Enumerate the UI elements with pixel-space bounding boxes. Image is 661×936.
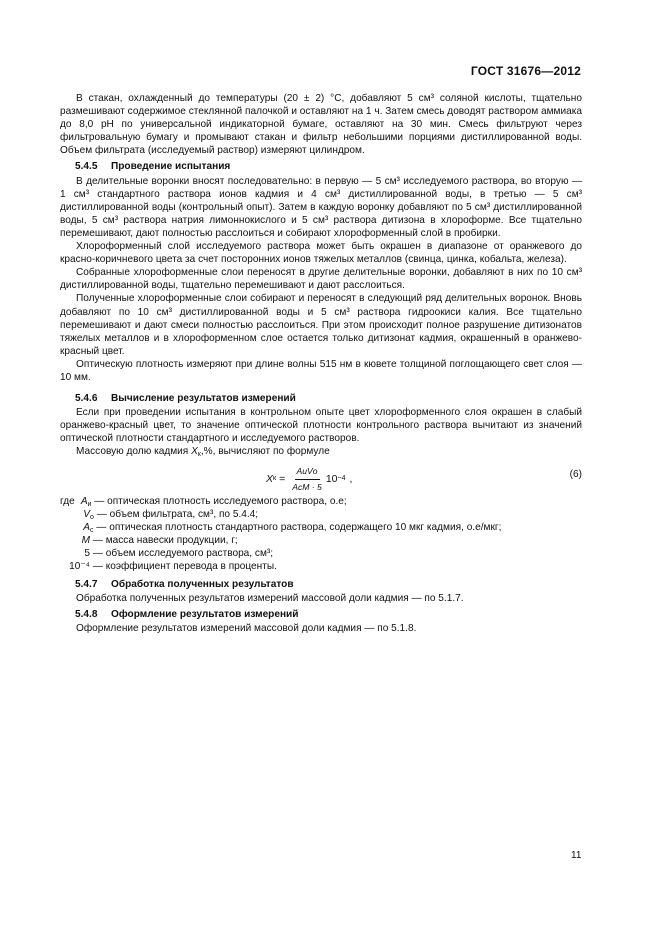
definition-symbol: 5 [84, 547, 90, 559]
intro-paragraph: В стакан, охлажденный до температуры (20 ± 2) °С, добавляют 5 см³ соляной кислоты, тщательно размешивают содержимое стеклянной палочкой и оставляют на 1 ч. Затем смесь доводят раствором аммиака до 8,0 pH по универсальной индикаторной бумаге, оставляют на 30 мин. Смесь фильтруют через фильтровальную бумагу и промывают стакан и фильтр небольшими порциями дистиллированной воды. Объем фильтрата (исследуемый раствор) измеряют цилиндром. [60, 93, 582, 157]
definition-text: — оптическая плотность стандартного раствора, содержащего 10 мкг кадмия, о.е/мкг; [93, 521, 502, 533]
section-number: 5.4.7 [75, 579, 98, 591]
section-title: Обработка полученных результатов [111, 579, 294, 591]
section-5-4-7-heading [75, 578, 582, 591]
definition-symbol: V [83, 508, 90, 520]
definition-symbol-subscript: и [87, 500, 92, 508]
formula-fraction [292, 465, 322, 494]
section-title: Оформление результатов измерений [111, 609, 299, 621]
definition-item [60, 560, 582, 573]
definition-text: — масса навески продукции, г; [90, 534, 238, 546]
definition-item [60, 521, 582, 534]
formula-lhs: X [266, 472, 274, 485]
definition-symbol: A [80, 495, 88, 507]
symbol-definitions [60, 495, 582, 574]
section-5-4-6-heading [75, 392, 582, 405]
definition-text: — коэффициент перевода в проценты. [90, 561, 277, 572]
fraction-numerator: AиVо [295, 465, 320, 480]
definition-symbol-subscript: о [90, 513, 94, 521]
section-number: 5.4.6 [75, 393, 98, 405]
text-fragment: ,%, вычисляют по формуле [200, 446, 330, 458]
section-5-4-8-heading [75, 608, 582, 621]
definition-symbol: 10⁻⁴ [69, 561, 90, 572]
document-body [60, 92, 582, 635]
definition-text: — объем исследуемого раствора, см³; [90, 547, 274, 559]
symbol-x: X [191, 446, 198, 458]
symbol-subscript: к [197, 451, 201, 459]
definition-text: — объем фильтрата, см³, по 5.4.4; [93, 508, 259, 520]
definition-item [60, 508, 582, 521]
page-number: 11 [571, 850, 582, 861]
section-number: 5.4.8 [75, 609, 98, 621]
document-header: ГОСТ 31676—2012 [470, 64, 581, 78]
formula-comma: , [349, 472, 353, 485]
s545-paragraph-4: Полученные хлороформенные слои собирают и переносят в следующий ряд делительных воронок. Вновь добавляют по 10 см³ дистиллированной воды и 5 см³ раствора гидроокиси калия. Все тщательно перемешивают и дают смеси полностью расслоиться. При этом происходит полное разрушение дитизонатов тяжелых металлов и в хлороформенном слое остается только дитизонат кадмия, окрашенный в оранжево-красный цвет. [60, 293, 582, 357]
section-title: Проведение испытания [111, 161, 231, 173]
definition-symbol-subscript: с [90, 526, 94, 534]
section-number: 5.4.5 [75, 161, 98, 173]
definition-text: — оптическая плотность исследуемого раствора, о.е; [91, 495, 347, 507]
s545-paragraph-2: Хлороформенный слой исследуемого раствора может быть окрашен в диапазоне от оранжевого до красно-коричневого цвета за счет посторонних ионов тяжелых металлов (свинца, цинка, кобальта, железа). [60, 241, 582, 266]
definition-prefix: где [60, 495, 78, 507]
definition-item [60, 495, 582, 508]
definition-item [60, 547, 582, 560]
fraction-denominator: AсM · 5 [292, 481, 322, 492]
section-title: Вычисление результатов измерений [111, 393, 296, 405]
definition-symbol: A [83, 521, 90, 533]
s545-paragraph-3: Собранные хлороформенные слои переносят в другие делительные воронки, добавляют в них по 10 см³ дистиллированной воды, тщательно перемешивают и дают расслоиться. [60, 267, 582, 292]
formula-factor: 10 [325, 472, 338, 485]
text-fragment: Массовую долю кадмия [76, 446, 192, 458]
s547-paragraph-1: Обработка полученных результатов измерений массовой доли кадмия — по 5.1.7. [76, 593, 464, 605]
s545-paragraph-5: Оптическую плотность измеряют при длине волны 515 нм в кювете толщиной поглощающего свет слоя — 10 мм. [60, 358, 582, 383]
s546-paragraph-1: Если при проведении испытания в контрольном опыте цвет хлороформенного слоя окрашен в слабый оранжево-красный цвет, то значение оптической плотности контрольного раствора вычитают из значений оптической плотности стандартного и исследуемого растворов. [60, 407, 582, 445]
formula-expression: X к = $\frac{\text{AиVо}}{\text{AсM · 5}}$ 10 −4 , [266, 465, 352, 494]
s548-paragraph-1: Оформление результатов измерений массовой доли кадмия — по 5.1.8. [76, 623, 417, 635]
s545-paragraph-1: В делительные воронки вносят последовательно: в первую — 5 см³ исследуемого раствора, во вторую — 1 см³ стандартного раствора ионов кадмия и 4 см³ дистиллированной воды, в третью — 5 см³ дистиллированной воды (контрольный опыт). Затем в каждую воронку добавляют по 5 см³ дистиллированной воды, 5 см³ раствора натрия лимоннокислого и 5 см³ раствора дитизона в хлороформе. Все тщательно перемешивают, дают полностью расслоиться и собирают хлороформенный слой в пробирки. [60, 175, 582, 239]
section-5-4-5-heading [75, 160, 582, 173]
definition-item [60, 534, 582, 547]
definition-symbol: M [81, 534, 90, 546]
formula-equals: = [279, 472, 286, 485]
equation-number: (6) [569, 468, 582, 480]
s546-paragraph-2 [60, 445, 582, 458]
formula-6 [60, 461, 582, 495]
